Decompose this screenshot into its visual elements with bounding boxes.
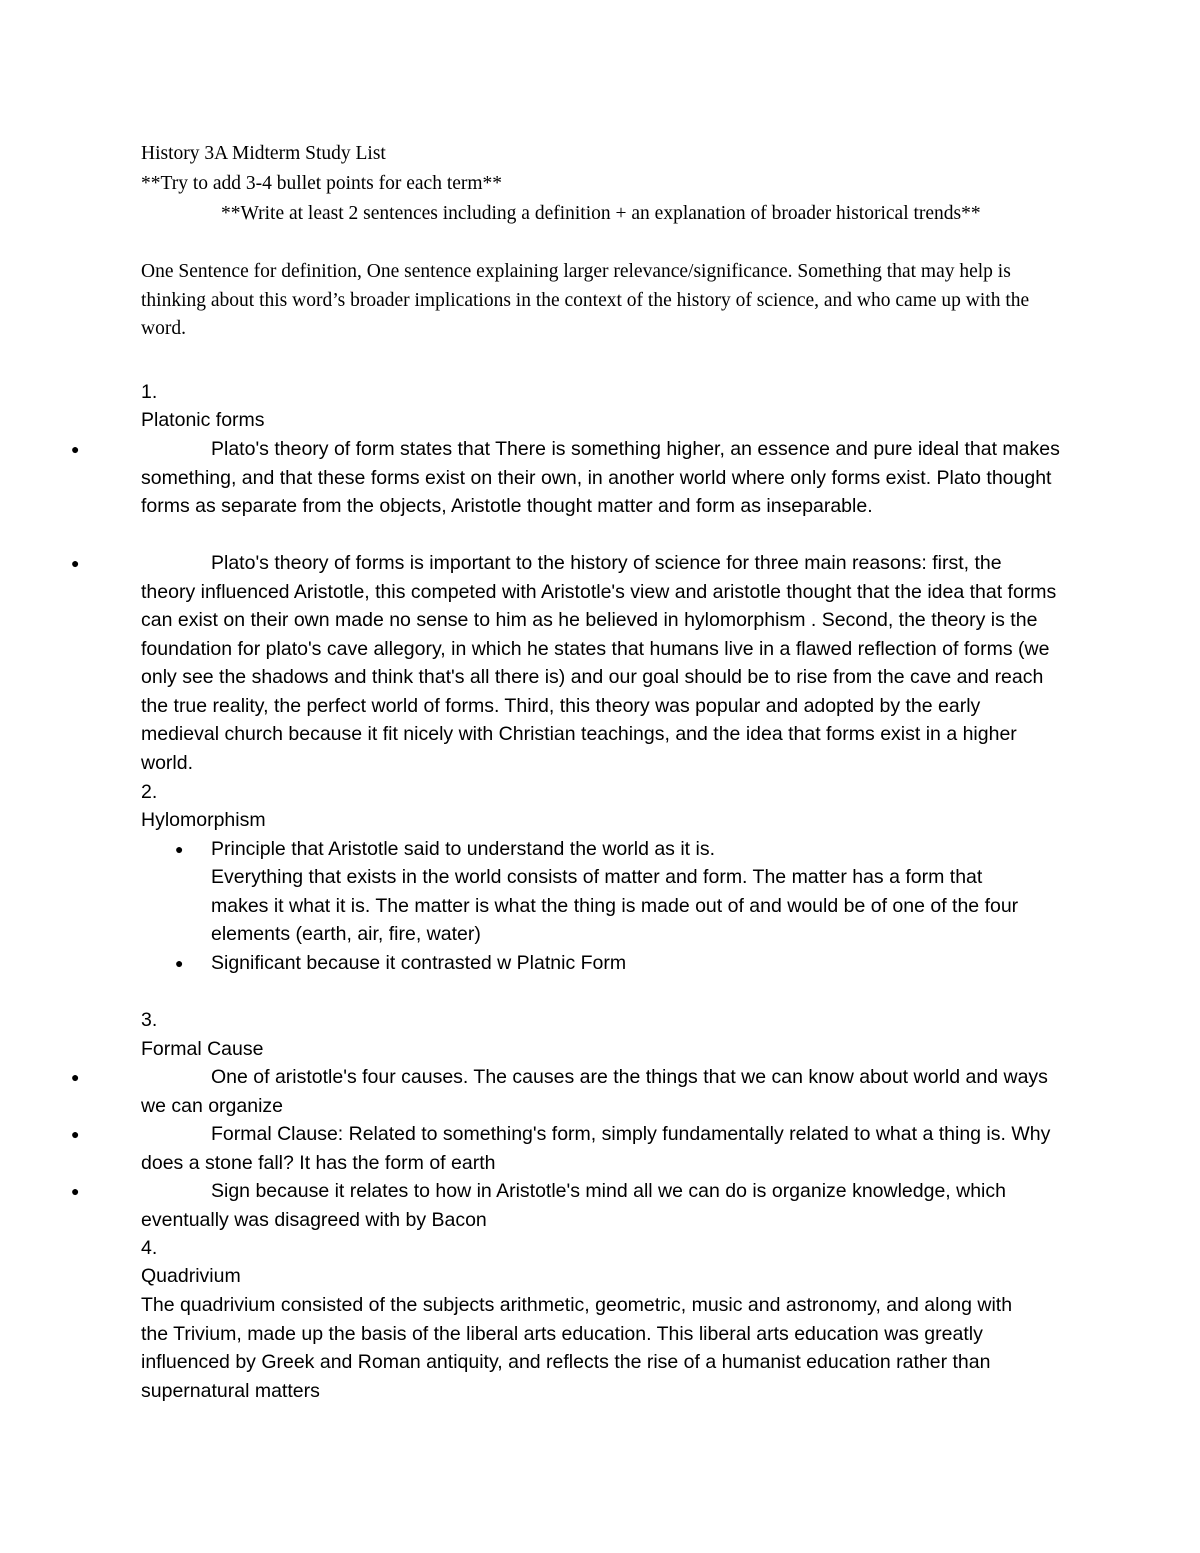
list-item-text: Plato's theory of form states that There is something higher, an essence and pure ideal that makes something, and that these forms exist on their own, in another world where only forms exist. Plato thought forms as separate from the objects, Aristotle thought matter and form as inseparable. xyxy=(141,438,1060,517)
list-item-text: Significant because it contrasted w Platnic Form xyxy=(211,952,627,974)
list-item xyxy=(175,949,1061,978)
bullet-icon: ● xyxy=(71,441,80,457)
list-item xyxy=(71,1177,1061,1234)
bullet-icon: ● xyxy=(71,1069,80,1085)
instruction-note-2: **Write at least 2 sentences including a definition + an explanation of broader historical trends** xyxy=(221,203,981,224)
instruction-note-1: **Try to add 3-4 bullet points for each term** xyxy=(141,173,503,194)
term-name: Platonic forms xyxy=(141,409,265,431)
intro-paragraph: One Sentence for definition, One sentence explaining larger relevance/significance. Something that may help is thinking about this word’s broader implications in the context of the history of science, and who came up with the word. xyxy=(141,261,1030,339)
list-item-continuation: Everything that exists in the world consists of matter and form. The matter has a form that makes it what it is. The matter is what the thing is made out of and would be of one of the four elements (earth, air, fire, water) xyxy=(211,866,1019,945)
list-item xyxy=(71,549,1061,777)
term-name: Formal Cause xyxy=(141,1038,264,1060)
term-number: 2. xyxy=(141,781,158,803)
term-number: 3. xyxy=(141,1009,158,1031)
term-paragraph: The quadrivium consisted of the subjects arithmetic, geometric, music and astronomy, and along with the Trivium, made up the basis of the liberal arts education. This liberal arts education was greatly influenced by Greek and Roman antiquity, and reflects the rise of a humanist education rather than supernatural matters xyxy=(141,1294,1013,1402)
term-name: Hylomorphism xyxy=(141,809,266,831)
list-item-text: Principle that Aristotle said to understand the world as it is. xyxy=(211,838,716,860)
term-name: Quadrivium xyxy=(141,1265,241,1287)
list-item-text: Formal Clause: Related to something's form, simply fundamentally related to what a thing is. Why does a stone fall? It has the form of earth xyxy=(141,1123,1051,1174)
list-item xyxy=(71,1120,1061,1177)
list-item-text: One of aristotle's four causes. The causes are the things that we can know about world and ways we can organize xyxy=(141,1066,1048,1117)
list-item xyxy=(71,435,1061,521)
bullet-icon: ● xyxy=(71,1183,80,1199)
list-item-text: Sign because it relates to how in Aristotle's mind all we can do is organize knowledge, which eventually was disagreed with by Bacon xyxy=(141,1180,1006,1231)
list-item-text: Plato's theory of forms is important to the history of science for three main reasons: first, the theory influenced Aristotle, this competed with Aristotle's view and aristotle thought that the idea that forms can exist on their own made no sense to him as he believed in hylomorphism . Second, the theory is the foundation for plato's cave allegory, in which he states that humans live in a flawed reflection of forms (we only see the shadows and think that's all there is) and our goal should be to rise from the cave and reach the true reality, the perfect world of forms. Third, this theory was popular and adopted by the early medieval church because it fit nicely with Christian teachings, and the idea that forms exist in a higher world. xyxy=(141,552,1057,774)
bullet-icon: ● xyxy=(71,555,80,571)
bullet-icon: ● xyxy=(71,1126,80,1142)
bullet-icon: ● xyxy=(175,955,184,971)
bullet-icon: ● xyxy=(175,841,184,857)
term-number: 1. xyxy=(141,381,158,403)
list-item xyxy=(175,835,1061,864)
list-item xyxy=(71,1063,1061,1120)
term-number: 4. xyxy=(141,1237,158,1259)
document-title: History 3A Midterm Study List xyxy=(141,143,386,164)
